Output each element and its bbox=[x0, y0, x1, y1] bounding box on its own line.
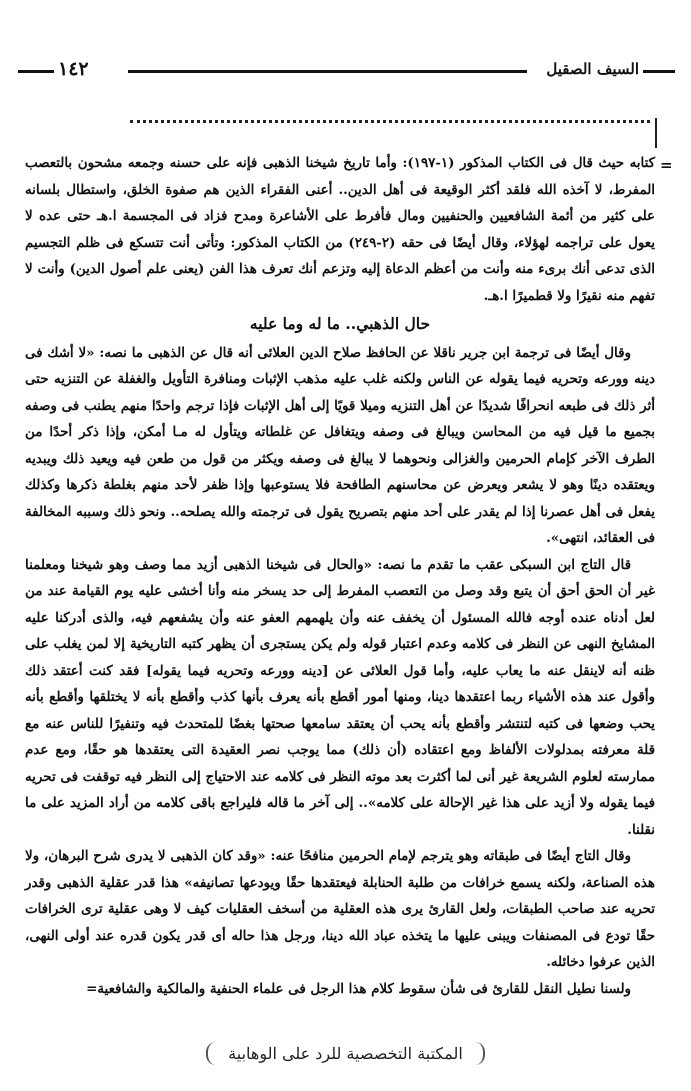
footnote-body bbox=[25, 150, 655, 1002]
paragraph: وقال أيضًا فى ترجمة ابن جرير ناقلا عن الحافظ صلاح الدين العلائى أنه قال عن الذهبى ما نصه: «لا أشك فى دينه وورعه وتحريه فيما يقوله عن الناس ولكنه غلب عليه مذهب الإثبات ومنافرة التأويل والغفلة عن التنزيه حتى أثر ذلك فى طبعه انحرافًا شديدًا عن أهل التنزيه وميلا قويًا إلى أهل الإثبات فإذا ترجم واحدًا منهم يطنب فى وصفه بجميع ما قيل فيه من المحاسن ويبالغ فى وصفه ويتغافل عن غلطاته ويتأول له مـا أمكن، وإذا ذكر أحدًا من الطرف الآخر كإمام الحرمين والغزالى ونحوهما لا يبالغ فى وصفه ويكثر من قول من طعن فيه ويعيد ذلك ويبديه ويعتقده دينًا وهو لا يشعر ويعرض عن محاسنهم الطافحة فلا يستوعبها وإذا ظفر لأحد منهم بغلطة ذكرها وكذلك يفعل فى أهل عصرنا إذا لم يقدر على أحد منهم بتصريح يقول فى ترجمته والله يصلحه.. ونحو ذلك وسببه المخالفة فى العقائد، انتهى». bbox=[25, 344, 655, 546]
margin-rule bbox=[655, 118, 657, 148]
library-name: المكتبة التخصصية للرد على الوهابية bbox=[206, 1042, 485, 1065]
section-heading: حال الذهبي.. ما له وما عليه bbox=[249, 314, 431, 333]
footnote-separator bbox=[130, 120, 650, 123]
page-header bbox=[18, 58, 675, 84]
footnote-continuation-marker: = bbox=[660, 156, 673, 174]
page-footer bbox=[0, 1042, 691, 1065]
paragraph: قال التاج ابن السبكى عقب ما تقدم ما نصه: «والحال فى شيخنا الذهبى أزيد مما وصف وهو شيخنا ومعلمنا غير أن الحق أحق أن يتبع وقد وصل من التعصب المفرط إلى حد يسخر منه وأنا أخشى عليه يوم القيامة عند من لعل أدناه عنده أوجه فالله المسئول أن يخفف عنه وأن يلهمهم العفو عنه وأن يشفعهم فيه، والذى أدركنا عليه المشايخ النهى عن النظر فى كلامه وعدم اعتبار قوله ولم يكن يستجرى أن يظهر كتبه التاريخية إلا لمن يغلب على ظنه أنه لاينقل عنه ما يعاب عليه، وأما قول العلائى عن [دينه وورعه وتحريه فيما يقوله] فقد كنت أعتقد ذلك وأقول عند هذه الأشياء ربما اعتقدها دينا، ومنها أمور أقطع بأنه يعرف بأنها كذب وأقطع بأنه لا يختلقها وأقطع بأنه يحب وضعها فى كتبه لتنتشر وأقطع بأنه يحب أن يعتقد سامعها صحتها بغضًا للمتحدث فيه وتنفيرًا للناس عنه مع قلة معرفته بمدلولات الألفاظ ومع اعتقاده (أن ذلك) مما يوجب نصر العقيدة التى يعتقدها هو حقًا، ومع عدم ممارسته لعلوم الشريعة غير أنى لما أكثرت بعد موته النظر فى كلامه عند الاحتياج إلى النظر فيه توقفت فى تحريه فيما يقوله ولا أزيد على هذا غير الإحالة على كلامه».. إلى آخر ما قاله فليراجع باقى كلامه من أراد المزيد على ما نقلنا. bbox=[25, 556, 655, 838]
page-number: ١٤٢ bbox=[58, 58, 89, 80]
paragraph: كتابه حيث قال فى الكتاب المذكور (١-١٩٧): وأما تاريخ شيخنا الذهبى فإنه على حسنه وجمعه مشحون بالتعصب المفرط، لا آخذه الله فلقد أكثر الوقيعة فى أهل الدين.. أعنى الفقراء الذين هم صفوة الخلق، واستطال بلسانه على كثير من أئمة الشافعيين والحنفيين ومال فأفرط على الأشاعرة ومدح فزاد فى المجسمة ا.هـ حتى عده لا يعول على تراجمه لهؤلاء، وقال أيضًا فى حقه (٢-٢٤٩) من الكتاب المذكور: وتأتى أنت تتسكع فى ظلم التجسيم الذى تدعى أنك برىء منه وأنت من أعظم الدعاة إليه وتزعم أنك تعرف هذا الفن (يعنى علم أصول الدين) وأنت لا تفهم منه نقيرًا ولا قطميرًا ا.هـ. bbox=[25, 155, 655, 304]
header-rule-right bbox=[643, 70, 675, 73]
paragraph: وقال التاج أيضًا فى طبقاته وهو يترجم لإمام الحرمين منافحًا عنه: «وقد كان الذهبى لا يدرى شرح البرهان، ولا هذه الصناعة، ولكنه يسمع خرافات من طلبة الحنابلة فيعتقدها حقًا ويودعها تصانيفه» هذا قدر عقلية الذهبى وقدر تحريه عند صاحب الطبقات، ولعل القارئ يرى هذه العقلية من أسخف العقليات كيف لا وهى عقلية ترى الخرافات حقًا تودع فى المصنفات ويبنى عليها ما يتخذه عباد الله دينا، ورجل هذا حاله أى قدر يكون قدره عند أولى النهى، الذين عرفوا دخائله. bbox=[25, 848, 655, 970]
book-title: السيف الصقيل bbox=[546, 60, 639, 78]
paragraph: ولسنا نطيل النقل للقارئ فى شأن سقوط كلام هذا الرجل فى علماء الحنفية والمالكية والشافعية= bbox=[86, 980, 631, 997]
header-rule-left bbox=[18, 70, 54, 73]
header-rule-middle bbox=[128, 70, 527, 73]
